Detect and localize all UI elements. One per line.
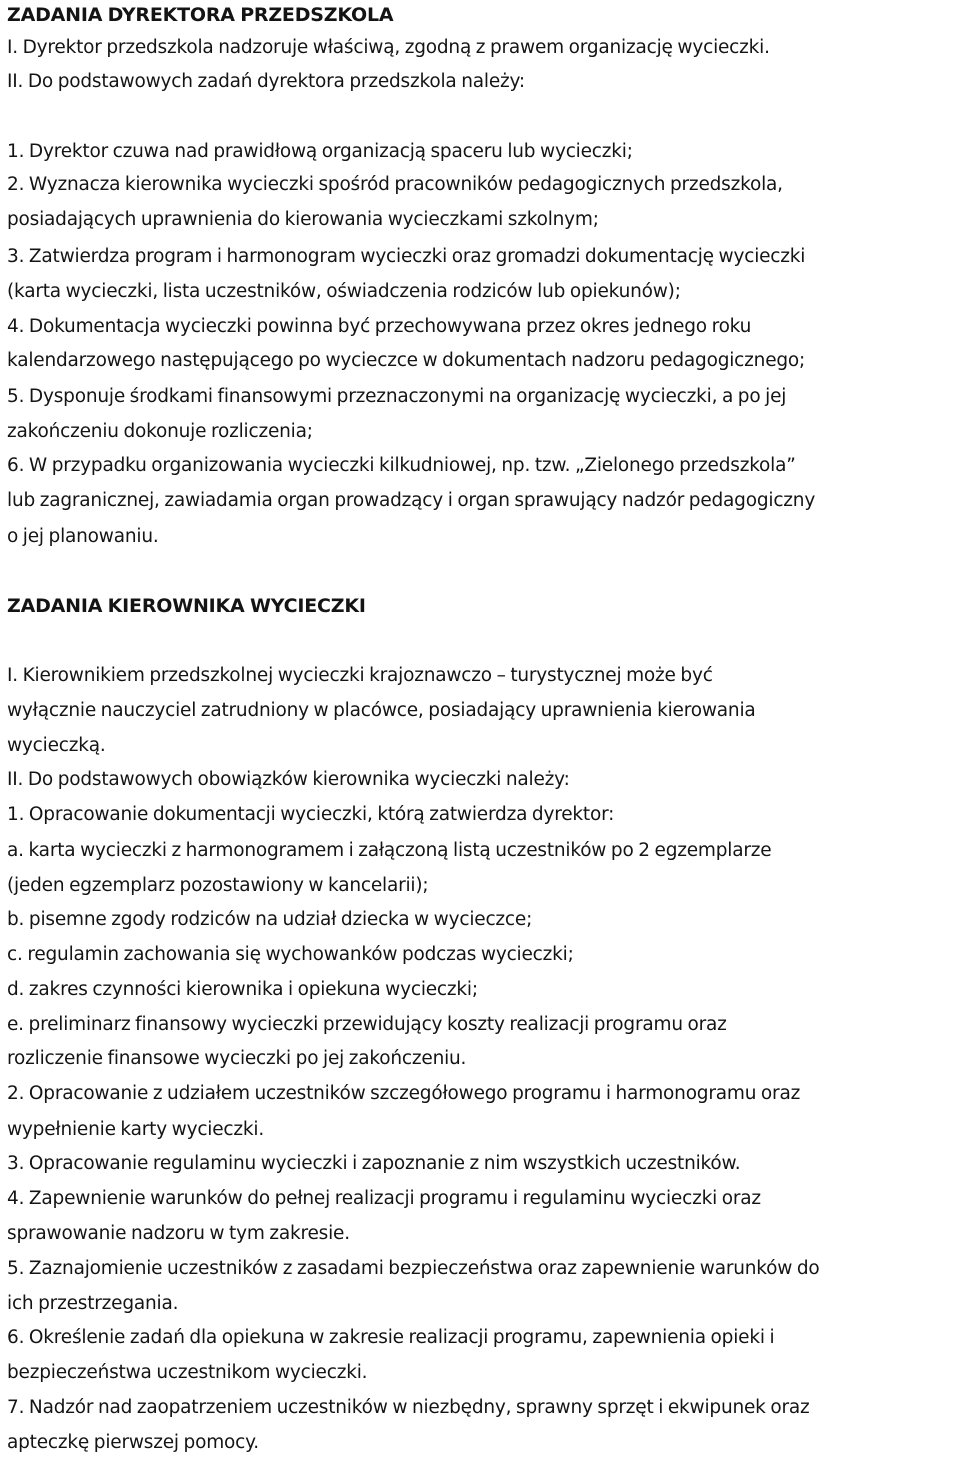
text-line: o jej planowaniu. [7, 526, 159, 547]
text-line: wycieczką. [7, 735, 106, 756]
text-line: wypełnienie karty wycieczki. [7, 1119, 265, 1140]
text-line: 5. Dysponuje środkami finansowymi przeznaczonymi na organizację wycieczki, a po jej [7, 386, 787, 407]
text-line: II. Do podstawowych zadań dyrektora przedszkola należy: [7, 71, 525, 92]
text-line: 2. Wyznacza kierownika wycieczki spośród pracowników pedagogicznych przedszkola, [7, 174, 783, 195]
text-line: I. Kierownikiem przedszkolnej wycieczki krajoznawczo – turystycznej może być [7, 665, 713, 686]
text-line: lub zagranicznej, zawiadamia organ prowadzący i organ sprawujący nadzór pedagogiczny [7, 490, 816, 511]
text-line: rozliczenie finansowe wycieczki po jej zakończeniu. [7, 1048, 467, 1069]
text-line: 1. Dyrektor czuwa nad prawidłową organizacją spaceru lub wycieczki; [7, 141, 633, 162]
text-line: 3. Zatwierdza program i harmonogram wycieczki oraz gromadzi dokumentację wycieczki [7, 246, 806, 267]
text-line: 5. Zaznajomienie uczestników z zasadami bezpieczeństwa oraz zapewnienie warunków do [7, 1258, 820, 1279]
text-line: II. Do podstawowych obowiązków kierownika wycieczki należy: [7, 769, 570, 790]
section-title-dyrektor: ZADANIA DYREKTORA PRZEDSZKOLA [7, 4, 394, 26]
text-line: 7. Nadzór nad zaopatrzeniem uczestników w niezbędny, sprawny sprzęt i ekwipunek oraz [7, 1397, 810, 1418]
text-line: apteczkę pierwszej pomocy. [7, 1432, 259, 1453]
text-line: a. karta wycieczki z harmonogramem i załączoną listą uczestników po 2 egzemplarze [7, 840, 772, 861]
text-line: bezpieczeństwa uczestnikom wycieczki. [7, 1362, 368, 1383]
text-line: 4. Zapewnienie warunków do pełnej realizacji programu i regulaminu wycieczki oraz [7, 1188, 761, 1209]
text-line: 6. Określenie zadań dla opiekuna w zakresie realizacji programu, zapewnienia opieki i [7, 1327, 775, 1348]
text-line: sprawowanie nadzoru w tym zakresie. [7, 1223, 350, 1244]
section-title-kierownik: ZADANIA KIEROWNIKA WYCIECZKI [7, 595, 366, 617]
text-line: 1. Opracowanie dokumentacji wycieczki, którą zatwierdza dyrektor: [7, 804, 615, 825]
text-line: posiadających uprawnienia do kierowania wycieczkami szkolnym; [7, 209, 599, 230]
text-line: (karta wycieczki, lista uczestników, oświadczenia rodziców lub opiekunów); [7, 281, 681, 302]
text-line: kalendarzowego następującego po wycieczce w dokumentach nadzoru pedagogicznego; [7, 350, 806, 371]
text-line: (jeden egzemplarz pozostawiony w kancelarii); [7, 875, 429, 896]
text-line: c. regulamin zachowania się wychowanków podczas wycieczki; [7, 944, 574, 965]
text-line: wyłącznie nauczyciel zatrudniony w placówce, posiadający uprawnienia kierowania [7, 700, 756, 721]
text-line: 6. W przypadku organizowania wycieczki kilkudniowej, np. tzw. „Zielonego przedszkola” [7, 455, 796, 476]
text-line: 4. Dokumentacja wycieczki powinna być przechowywana przez okres jednego roku [7, 316, 752, 337]
text-line: b. pisemne zgody rodziców na udział dziecka w wycieczce; [7, 909, 533, 930]
text-line: 2. Opracowanie z udziałem uczestników szczegółowego programu i harmonogramu oraz [7, 1083, 801, 1104]
text-line: zakończeniu dokonuje rozliczenia; [7, 421, 313, 442]
text-line: 3. Opracowanie regulaminu wycieczki i zapoznanie z nim wszystkich uczestników. [7, 1153, 741, 1174]
text-line: d. zakres czynności kierownika i opiekuna wycieczki; [7, 979, 478, 1000]
text-line: I. Dyrektor przedszkola nadzoruje właściwą, zgodną z prawem organizację wycieczki. [7, 37, 770, 58]
text-line: e. preliminarz finansowy wycieczki przewidujący koszty realizacji programu oraz [7, 1014, 727, 1035]
text-line: ich przestrzegania. [7, 1293, 179, 1314]
